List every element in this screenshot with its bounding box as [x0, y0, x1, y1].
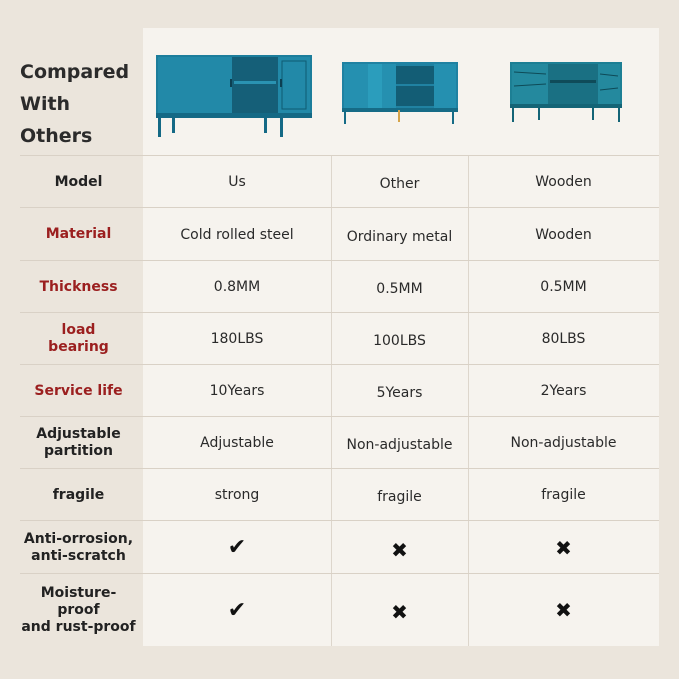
page-title: Compared With Others [20, 61, 130, 147]
row-divider [20, 312, 659, 313]
metal-cabinet-image [340, 60, 460, 126]
cell-wooden: 80LBS [541, 331, 586, 347]
cross-icon: ✖ [555, 598, 572, 622]
row-divider [20, 468, 659, 469]
cell-us: Cold rolled steel [180, 226, 294, 243]
row-divider [20, 520, 659, 521]
cell-us: Adjustable [200, 435, 274, 451]
check-icon: ✔ [227, 597, 247, 623]
row-label: Thickness [39, 278, 118, 295]
row-label: load bearing [48, 322, 109, 355]
cell-other: Other [379, 176, 420, 192]
cell-other: 5Years [376, 385, 423, 401]
row-divider [20, 416, 659, 417]
cell-other: fragile [377, 489, 422, 505]
row-thickness [20, 262, 659, 312]
cell-wooden: 2Years [540, 383, 587, 399]
cross-icon: ✖ [391, 600, 408, 624]
row-label: fragile [52, 486, 105, 503]
row-divider [20, 207, 659, 208]
cross-icon: ✖ [555, 535, 572, 560]
row-moisture-proof [20, 575, 659, 645]
cell-wooden: fragile [541, 487, 586, 503]
cell-other: Non-adjustable [346, 437, 453, 453]
cell-other: 100LBS [373, 333, 426, 349]
row-load-bearing [20, 314, 659, 364]
row-fragile [20, 470, 659, 520]
row-label: Service life [34, 382, 123, 399]
cell-us: Us [228, 174, 246, 190]
cell-us: strong [214, 487, 260, 503]
cell-wooden: 0.5MM [540, 279, 587, 295]
row-label: Material [45, 226, 112, 242]
cell-other: Ordinary metal [346, 228, 453, 245]
cell-us: 10Years [209, 383, 265, 399]
wooden-cabinet-image [508, 60, 624, 122]
row-model [20, 157, 659, 207]
row-divider [20, 260, 659, 261]
cell-wooden: Wooden [535, 226, 592, 243]
cross-icon: ✖ [391, 537, 408, 562]
row-label: Model [54, 173, 103, 190]
row-label: Anti-orrosion, anti-scratch [23, 530, 134, 564]
row-divider [20, 573, 659, 574]
cell-us: 180LBS [210, 331, 264, 347]
row-label: Adjustable partition [36, 426, 121, 459]
row-service-life [20, 366, 659, 416]
cell-us: 0.8MM [213, 279, 261, 295]
row-material [20, 209, 659, 260]
cell-wooden: Non-adjustable [510, 435, 617, 451]
row-anti-corrosion [20, 522, 659, 573]
row-divider [20, 364, 659, 365]
cell-wooden: Wooden [535, 174, 592, 190]
row-adjustable-partition [20, 418, 659, 468]
row-label: Moisture-proof and rust-proof [21, 584, 136, 635]
row-divider [20, 155, 659, 156]
cell-other: 0.5MM [376, 281, 423, 297]
check-icon: ✔ [227, 535, 247, 560]
steel-cabinet-image [154, 53, 314, 137]
